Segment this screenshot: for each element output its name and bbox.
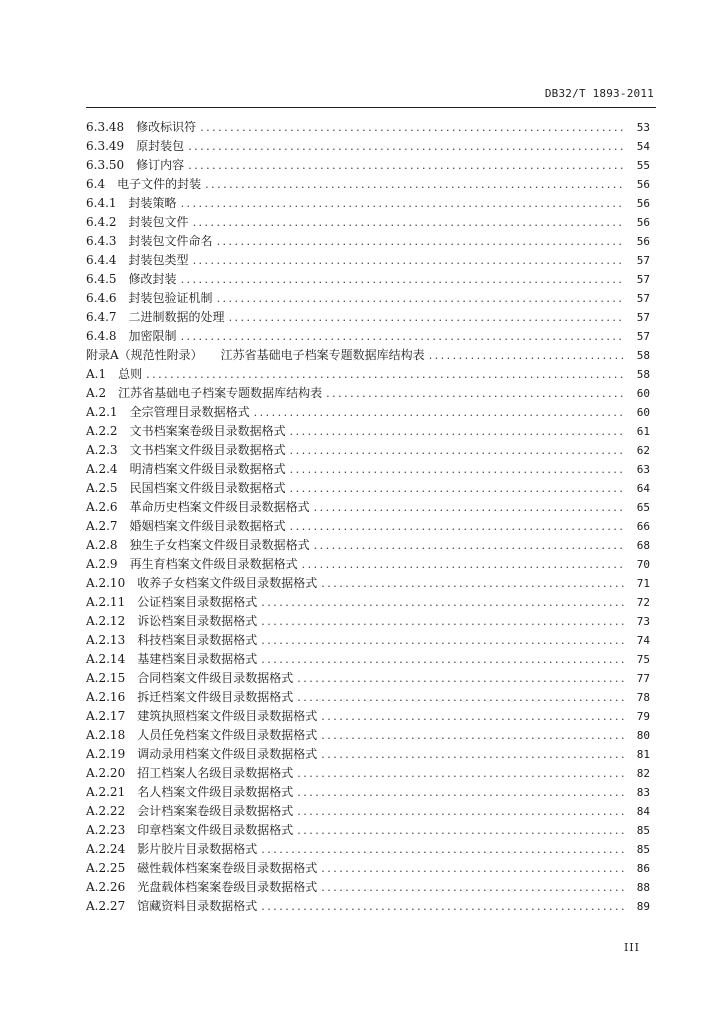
toc-entry-number: 6.4.3 [86, 234, 117, 248]
toc-leader-dots [297, 672, 624, 685]
toc-entry-page: 57 [636, 273, 650, 286]
toc-entry[interactable] [86, 593, 650, 612]
toc-entry-page: 57 [636, 292, 650, 305]
document-code: DB32/T 1893-2011 [544, 87, 654, 100]
toc-entry-page: 58 [636, 368, 650, 381]
toc-leader-dots [321, 729, 624, 742]
toc-entry[interactable] [86, 764, 650, 783]
toc-leader-dots [290, 482, 624, 495]
toc-entry[interactable] [86, 840, 650, 859]
toc-leader-dots [200, 121, 624, 134]
toc-entry-page: 82 [636, 767, 650, 780]
toc-entry-number: A.2.13 [86, 633, 126, 647]
toc-entry[interactable] [86, 536, 650, 555]
toc-entry-title: 影片胶片目录数据格式 [137, 842, 258, 856]
toc-entry-title: 电子文件的封装 [117, 177, 202, 191]
toc-entry-title: 基建档案目录数据格式 [137, 652, 258, 666]
toc-entry-page: 56 [636, 178, 650, 191]
toc-entry-number: 6.3.48 [86, 120, 125, 134]
toc-entry-number: 6.3.49 [86, 139, 125, 153]
toc-entry[interactable] [86, 726, 650, 745]
toc-entry-number: 6.4.7 [86, 310, 117, 324]
toc-leader-dots [321, 862, 624, 875]
toc-entry[interactable] [86, 631, 650, 650]
toc-entry-title: 磁性载体档案案卷级目录数据格式 [137, 861, 318, 875]
toc-entry-number: 附录A（规范性附录） [86, 348, 203, 362]
header-rule [86, 107, 656, 108]
toc-leader-dots [229, 311, 624, 324]
toc-entry-page: 57 [636, 330, 650, 343]
toc-entry-title: 总则 [118, 367, 143, 381]
toc-entry-title: 原封装包 [136, 139, 185, 153]
toc-leader-dots [181, 273, 624, 286]
toc-entry-number: 6.4.2 [86, 215, 117, 229]
toc-entry[interactable] [86, 498, 650, 517]
toc-entry-page: 83 [636, 786, 650, 799]
toc-leader-dots [254, 406, 624, 419]
toc-entry-number: A.2.26 [86, 880, 126, 894]
toc-entry-title: 文书档案文件级目录数据格式 [129, 443, 286, 457]
toc-entry-title: 修改封装 [128, 272, 177, 286]
toc-leader-dots [146, 368, 624, 381]
toc-leader-dots [290, 425, 624, 438]
toc-entry-title: 收养子女档案文件级目录数据格式 [137, 576, 318, 590]
toc-leader-dots [297, 786, 624, 799]
toc-entry-title: 名人档案文件级目录数据格式 [137, 785, 294, 799]
toc-entry[interactable] [86, 650, 650, 669]
toc-entry[interactable] [86, 137, 650, 156]
toc-leader-dots [297, 767, 624, 780]
toc-entry-page: 84 [636, 805, 650, 818]
toc-entry-number: 6.4.6 [86, 291, 117, 305]
toc-entry-page: 89 [636, 900, 650, 913]
toc-entry-page: 53 [636, 121, 650, 134]
toc-leader-dots [217, 235, 624, 248]
toc-entry-page: 64 [636, 482, 650, 495]
toc-entry[interactable] [86, 346, 650, 365]
toc-entry[interactable] [86, 669, 650, 688]
toc-entry-title: 江苏省基础电子档案专题数据库结构表 [220, 348, 425, 362]
toc-entry-page: 61 [636, 425, 650, 438]
toc-entry-number: A.2 [86, 386, 107, 400]
toc-entry[interactable] [86, 327, 650, 346]
toc-entry[interactable] [86, 308, 650, 327]
toc-entry-number: 6.3.50 [86, 158, 125, 172]
toc-entry-title: 印章档案文件级目录数据格式 [137, 823, 294, 837]
toc-entry-number: A.2.3 [86, 443, 118, 457]
toc-entry-title: 封装包验证机制 [128, 291, 213, 305]
toc-entry-page: 65 [636, 501, 650, 514]
toc-entry-number: A.2.5 [86, 481, 118, 495]
toc-entry-page: 72 [636, 596, 650, 609]
toc-entry-page: 54 [636, 140, 650, 153]
toc-leader-dots [302, 558, 624, 571]
toc-entry-page: 63 [636, 463, 650, 476]
toc-leader-dots [429, 349, 624, 362]
toc-leader-dots [261, 596, 624, 609]
toc-entry-page: 79 [636, 710, 650, 723]
toc-leader-dots [217, 292, 624, 305]
toc-leader-dots [181, 197, 624, 210]
toc-leader-dots [261, 653, 624, 666]
toc-entry-number: A.2.4 [86, 462, 118, 476]
toc-entry-title: 诉讼档案目录数据格式 [137, 614, 258, 628]
toc-entry[interactable] [86, 270, 650, 289]
toc-leader-dots [314, 501, 624, 514]
toc-entry-page: 85 [636, 824, 650, 837]
toc-entry[interactable] [86, 213, 650, 232]
toc-entry[interactable] [86, 194, 650, 213]
toc-leader-dots [261, 843, 624, 856]
toc-entry-page: 55 [636, 159, 650, 172]
toc-leader-dots [321, 881, 624, 894]
toc-entry-title: 二进制数据的处理 [128, 310, 225, 324]
toc-entry-page: 73 [636, 615, 650, 628]
toc-entry-page: 88 [636, 881, 650, 894]
toc-entry[interactable] [86, 555, 650, 574]
toc-entry-title: 合同档案文件级目录数据格式 [137, 671, 294, 685]
toc-entry-title: 封装策略 [128, 196, 177, 210]
toc-leader-dots [261, 615, 624, 628]
toc-leader-dots [193, 216, 624, 229]
toc-entry[interactable] [86, 707, 650, 726]
toc-leader-dots [193, 254, 624, 267]
toc-entry-page: 60 [636, 387, 650, 400]
toc-leader-dots [290, 444, 624, 457]
toc-entry[interactable] [86, 783, 650, 802]
toc-entry-page: 78 [636, 691, 650, 704]
toc-leader-dots [290, 463, 624, 476]
toc-leader-dots [290, 520, 624, 533]
toc-entry-title: 文书档案案卷级目录数据格式 [129, 424, 286, 438]
toc-entry[interactable] [86, 878, 650, 897]
toc-entry-number: A.2.18 [86, 728, 126, 742]
toc-entry-title: 婚姻档案文件级目录数据格式 [129, 519, 286, 533]
toc-entry-page: 74 [636, 634, 650, 647]
toc-entry[interactable] [86, 403, 650, 422]
toc-entry-title: 独生子女档案文件级目录数据格式 [129, 538, 310, 552]
toc-entry-page: 62 [636, 444, 650, 457]
toc-entry[interactable] [86, 175, 650, 194]
toc-entry-title: 馆藏资料目录数据格式 [137, 899, 258, 913]
toc-entry-page: 58 [636, 349, 650, 362]
toc-leader-dots [181, 330, 624, 343]
toc-entry[interactable] [86, 897, 650, 916]
toc-entry-title: 修订内容 [136, 158, 185, 172]
toc-entry-page: 80 [636, 729, 650, 742]
toc-entry-title: 封装包文件 [128, 215, 189, 229]
toc-entry-title: 调动录用档案文件级目录数据格式 [137, 747, 318, 761]
toc-leader-dots [314, 539, 624, 552]
toc-entry[interactable] [86, 821, 650, 840]
toc-entry-page: 71 [636, 577, 650, 590]
toc-entry[interactable] [86, 118, 650, 137]
toc-leader-dots [188, 159, 624, 172]
toc-entry-number: A.2.27 [86, 899, 126, 913]
toc-entry-page: 66 [636, 520, 650, 533]
toc-entry-number: A.2.17 [86, 709, 126, 723]
toc-entry-number: 6.4.8 [86, 329, 117, 343]
toc-entry-page: 75 [636, 653, 650, 666]
toc-entry-number: A.2.25 [86, 861, 126, 875]
toc-entry-page: 68 [636, 539, 650, 552]
toc-entry[interactable] [86, 859, 650, 878]
toc-entry[interactable] [86, 745, 650, 764]
toc-entry[interactable] [86, 517, 650, 536]
toc-entry-page: 57 [636, 254, 650, 267]
toc-entry[interactable] [86, 688, 650, 707]
toc-entry-number: A.2.16 [86, 690, 126, 704]
toc-entry-title: 全宗管理目录数据格式 [129, 405, 250, 419]
toc-entry-page: 60 [636, 406, 650, 419]
toc-entry-number: A.2.6 [86, 500, 118, 514]
toc-entry-number: 6.4.1 [86, 196, 117, 210]
toc-entry-number: A.2.2 [86, 424, 118, 438]
toc-leader-dots [321, 577, 624, 590]
toc-entry-title: 民国档案文件级目录数据格式 [129, 481, 286, 495]
toc-leader-dots [297, 824, 624, 837]
toc-entry[interactable] [86, 441, 650, 460]
toc-entry-number: A.2.20 [86, 766, 126, 780]
toc-entry-number: A.2.12 [86, 614, 126, 628]
table-of-contents [86, 118, 650, 916]
toc-entry-title: 科技档案目录数据格式 [137, 633, 258, 647]
toc-entry[interactable] [86, 365, 650, 384]
toc-entry[interactable] [86, 422, 650, 441]
toc-entry[interactable] [86, 156, 650, 175]
toc-entry-page: 85 [636, 843, 650, 856]
toc-entry[interactable] [86, 612, 650, 631]
toc-entry[interactable] [86, 574, 650, 593]
toc-entry-number: A.2.23 [86, 823, 126, 837]
toc-entry-number: A.2.10 [86, 576, 126, 590]
toc-entry-number: A.2.22 [86, 804, 126, 818]
toc-entry[interactable] [86, 802, 650, 821]
toc-entry-title: 封装包文件命名 [128, 234, 213, 248]
toc-entry[interactable] [86, 289, 650, 308]
toc-entry-title: 公证档案目录数据格式 [137, 595, 258, 609]
toc-entry-page: 86 [636, 862, 650, 875]
toc-entry-title: 会计档案案卷级目录数据格式 [137, 804, 294, 818]
toc-entry-number: 6.4.4 [86, 253, 117, 267]
toc-entry-number: A.2.8 [86, 538, 118, 552]
toc-leader-dots [326, 387, 624, 400]
toc-entry-title: 招工档案人名级目录数据格式 [137, 766, 294, 780]
toc-entry-number: A.2.14 [86, 652, 126, 666]
toc-entry-number: A.2.21 [86, 785, 126, 799]
toc-entry-number: 6.4 [86, 177, 106, 191]
toc-leader-dots [321, 710, 624, 723]
toc-leader-dots [205, 178, 624, 191]
toc-entry-page: 70 [636, 558, 650, 571]
toc-entry-title: 光盘载体档案案卷级目录数据格式 [137, 880, 318, 894]
toc-entry-page: 77 [636, 672, 650, 685]
toc-entry-page: 81 [636, 748, 650, 761]
toc-entry[interactable] [86, 384, 650, 403]
toc-entry-number: A.2.15 [86, 671, 126, 685]
toc-entry-number: A.1 [86, 367, 107, 381]
toc-entry-title: 拆迁档案文件级目录数据格式 [137, 690, 294, 704]
toc-leader-dots [297, 805, 624, 818]
toc-entry-title: 修改标识符 [136, 120, 197, 134]
toc-leader-dots [321, 748, 624, 761]
toc-entry-number: A.2.19 [86, 747, 126, 761]
toc-entry-page: 57 [636, 311, 650, 324]
toc-entry-title: 明清档案文件级目录数据格式 [129, 462, 286, 476]
toc-entry-page: 56 [636, 235, 650, 248]
toc-entry-number: A.2.24 [86, 842, 126, 856]
toc-entry-page: 56 [636, 197, 650, 210]
toc-entry-number: 6.4.5 [86, 272, 117, 286]
toc-entry-number: A.2.7 [86, 519, 118, 533]
toc-entry[interactable] [86, 251, 650, 270]
toc-entry-page: 56 [636, 216, 650, 229]
toc-entry-title: 革命历史档案文件级目录数据格式 [129, 500, 310, 514]
toc-leader-dots [188, 140, 624, 153]
toc-entry[interactable] [86, 479, 650, 498]
toc-entry[interactable] [86, 460, 650, 479]
toc-leader-dots [261, 900, 624, 913]
toc-entry-number: A.2.9 [86, 557, 118, 571]
toc-entry-title: 再生育档案文件级目录数据格式 [129, 557, 298, 571]
toc-entry[interactable] [86, 232, 650, 251]
toc-entry-title: 加密限制 [128, 329, 177, 343]
toc-entry-title: 人员任免档案文件级目录数据格式 [137, 728, 318, 742]
toc-leader-dots [297, 691, 624, 704]
toc-entry-number: A.2.11 [86, 595, 126, 609]
toc-entry-number: A.2.1 [86, 405, 118, 419]
toc-entry-title: 封装包类型 [128, 253, 189, 267]
toc-leader-dots [261, 634, 624, 647]
page-number: III [623, 941, 640, 954]
toc-entry-title: 江苏省基础电子档案专题数据库结构表 [118, 386, 323, 400]
toc-entry-title: 建筑执照档案文件级目录数据格式 [137, 709, 318, 723]
